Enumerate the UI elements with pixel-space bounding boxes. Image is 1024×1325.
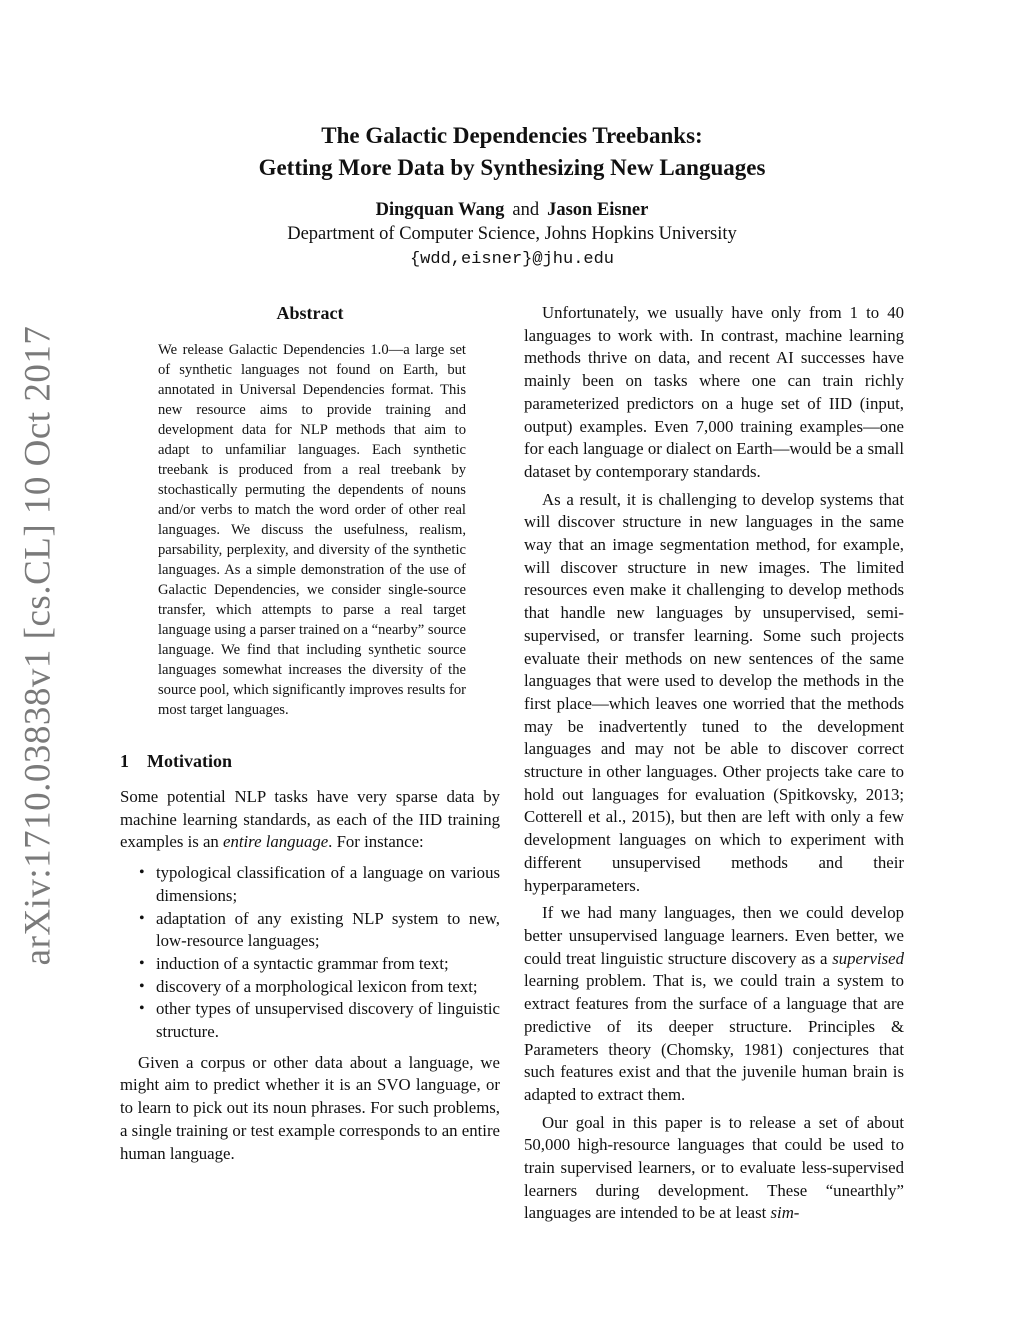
body-paragraph bbox=[524, 1112, 904, 1226]
bullet-icon: • bbox=[139, 954, 145, 972]
author-name: Dingquan Wang bbox=[375, 200, 505, 220]
list-item bbox=[139, 908, 500, 953]
body-paragraph bbox=[120, 786, 500, 854]
bullet-icon: • bbox=[139, 977, 145, 995]
text-span: learning problem. That is, we could train a system to extract features from the surface of a language that are predictive of its deeper structure. Principles & Parameters theory (Chomsky, 1981) conjectures that such features exist and that the juvenile human brain is adapted to extract them. bbox=[524, 971, 904, 1104]
list-item-text: adaptation of any existing NLP system to new, low-resource languages; bbox=[156, 908, 500, 951]
right-column bbox=[524, 302, 904, 1225]
section-heading bbox=[120, 748, 500, 774]
affiliation: Department of Computer Science, Johns Hopkins University bbox=[287, 224, 737, 244]
arxiv-identifier-stamp bbox=[8, 325, 68, 966]
list-item bbox=[139, 862, 500, 907]
list-item-text: typological classification of a language on various dimensions; bbox=[156, 863, 500, 905]
left-column bbox=[120, 300, 500, 1165]
text-span: Our goal in this paper is to release a set of about 50,000 high-resource languages that could be used to train supervised learners, or to evaluate less-supervised learners during development. These “unearthly” languages are intended to be at least bbox=[524, 1112, 904, 1223]
author-conjunction: and bbox=[512, 200, 540, 220]
bullet-icon: • bbox=[139, 909, 145, 927]
paper-title-line-2: Getting More Data by Synthesizing New Languages bbox=[258, 155, 766, 180]
bullet-icon: • bbox=[139, 1000, 145, 1018]
text-span: Some potential NLP tasks have very sparse data by machine learning standards, as each of the IID training examples is an bbox=[120, 787, 500, 852]
emphasis-text: supervised bbox=[832, 948, 904, 968]
list-item-text: other types of unsupervised discovery of linguistic structure. bbox=[156, 999, 500, 1042]
author-name: Jason Eisner bbox=[547, 200, 649, 220]
section-title: Motivation bbox=[147, 751, 232, 771]
body-paragraph: Given a corpus or other data about a language, we might aim to predict whether it is an SVO language, or to learn to pick out its noun phrases. For such problems, a single training or test example corresponds to an entire human language. bbox=[120, 1052, 500, 1163]
bullet-list bbox=[120, 862, 500, 1044]
arxiv-identifier-text: arXiv:1710.03838v1 [cs.CL] 10 Oct 2017 bbox=[17, 325, 59, 966]
body-paragraph bbox=[524, 902, 904, 1106]
text-span: . For instance: bbox=[328, 832, 424, 852]
paper-title-line-1: The Galactic Dependencies Treebanks: bbox=[321, 123, 703, 148]
list-item bbox=[139, 976, 500, 999]
text-span: If we had many languages, then we could develop better unsupervised language learners. Even better, we could treat linguistic structure discovery as a bbox=[524, 903, 904, 968]
paper-header bbox=[120, 120, 904, 272]
emphasis-text: entire language bbox=[223, 832, 329, 852]
list-item-text: discovery of a morphological lexicon from text; bbox=[156, 976, 478, 996]
author-line bbox=[120, 198, 904, 222]
list-item bbox=[139, 953, 500, 976]
author-email bbox=[120, 246, 904, 272]
author-email-address: {wdd,eisner}@jhu.edu bbox=[409, 250, 615, 269]
abstract-text: We release Galactic Dependencies 1.0—a large set of synthetic languages not found on Earth, but annotated in Universal Dependencies format. This new resource aims to provide training and development data for NLP methods that aim to adapt to unfamiliar languages. Each synthetic treebank is produced from a real treebank by stochastically permuting the dependents of nouns and/or verbs to match the word order of other real languages. We discuss the usefulness, realism, parsability, perplexity, and diversity of the synthetic languages. As a simple demonstration of the use of Galactic Dependencies, we consider single-source transfer, which attempts to parse a real target language using a parser trained on a “nearby” source language. We find that including synthetic source languages somewhat increases the diversity of the source pool, which significantly improves results for most target languages. bbox=[158, 342, 466, 718]
bullet-icon: • bbox=[139, 864, 145, 882]
body-paragraph: Unfortunately, we usually have only from 1 to 40 languages to work with. In contrast, machine learning methods thrive on data, and recent AI successes have mainly been on tasks where one can train richly parameterized predictors on a huge set of IID (input, output) examples. Even 7,000 training examples—one for each language or dialect on Earth—would be a small dataset by contemporary standards. bbox=[524, 303, 904, 481]
body-paragraph: As a result, it is challenging to develop systems that will discover structure in new languages in the same way that an image segmentation method, for example, will discover structure in new images. The limited resources even make it challenging to develop methods that handle new languages by unsupervised, semi-supervised, or transfer learning. Some such projects evaluate their methods on new sentences of the same languages that were used to develop the methods in the first place—which leaves one worried that the methods may be inadvertently tuned to the development languages and may not be able to discover correct structure in other languages. Other projects take care to hold out languages for evaluation (Spitkovsky, 2013; Cotterell et al., 2015), but then are left with only a few development languages on which to experiment with different unsupervised methods and their hyperparameters. bbox=[524, 489, 904, 895]
section-number: 1 bbox=[120, 751, 129, 771]
emphasis-text: sim- bbox=[770, 1203, 800, 1223]
list-item bbox=[139, 998, 500, 1043]
list-item-text: induction of a syntactic grammar from text; bbox=[156, 953, 449, 973]
abstract-heading: Abstract bbox=[276, 303, 344, 323]
